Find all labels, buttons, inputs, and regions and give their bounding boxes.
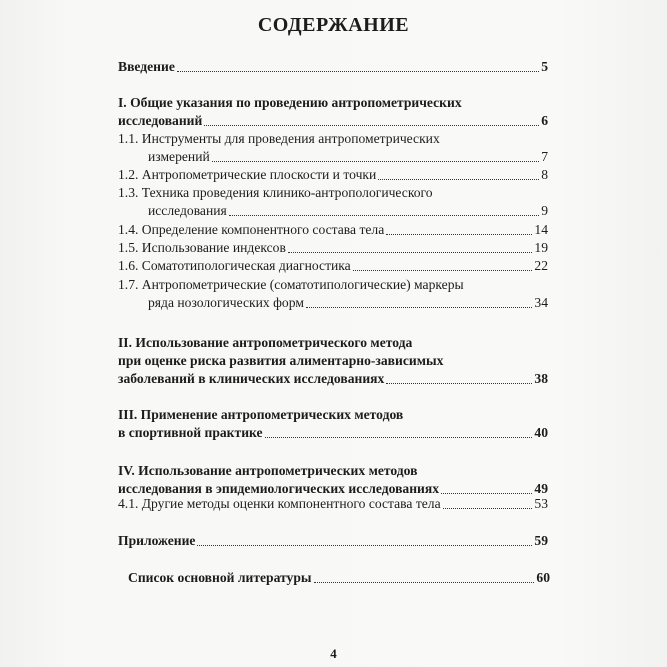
toc-entry-title-line: 1.7. Антропометрические (соматотипологические) маркеры bbox=[118, 277, 464, 292]
leader-dots bbox=[229, 215, 539, 216]
toc-entry-1-5 bbox=[118, 239, 548, 257]
toc-entry-title-line: IV. Использование антропометрических методов bbox=[118, 463, 418, 478]
leader-dots bbox=[212, 161, 539, 162]
page-number: 4 bbox=[330, 646, 337, 661]
leader-dots bbox=[288, 252, 533, 253]
toc-entry-appendix bbox=[118, 532, 548, 550]
toc-entry-page: 49 bbox=[534, 481, 548, 496]
toc-entry-title: Приложение bbox=[118, 533, 196, 548]
toc-entry-title-line: III. Применение антропометрических методов bbox=[118, 407, 404, 422]
toc-entry-1-1 bbox=[118, 130, 548, 166]
toc-entry-title: 1.2. Антропометрические плоскости и точки bbox=[118, 167, 377, 182]
toc-entry-title-line: исследования bbox=[148, 203, 227, 218]
toc-entry-page: 38 bbox=[534, 371, 548, 386]
toc-entry-title-line: I. Общие указания по проведению антропометрических bbox=[118, 95, 462, 110]
toc-entry-title-line: 1.3. Техника проведения клинико-антропологического bbox=[118, 185, 433, 200]
leader-dots bbox=[353, 270, 533, 271]
toc-entry-section-4 bbox=[118, 462, 548, 498]
toc-entry-1-4 bbox=[118, 221, 548, 239]
page-title: СОДЕРЖАНИЕ bbox=[257, 14, 410, 36]
toc-entry-page: 6 bbox=[541, 113, 548, 128]
toc-entry-title-line: при оценке риска развития алиментарно-зависимых bbox=[118, 353, 444, 368]
toc-entry-title-line: измерений bbox=[148, 149, 210, 164]
leader-dots bbox=[378, 179, 539, 180]
toc-entry-title-line: заболеваний в клинических исследованиях bbox=[118, 371, 385, 386]
toc-entry-page: 60 bbox=[536, 570, 550, 585]
toc-entry-title-line: в спортивной практике bbox=[118, 425, 263, 440]
toc-entry-1-2 bbox=[118, 166, 548, 184]
leader-dots bbox=[386, 234, 532, 235]
toc-entry-section-1 bbox=[118, 94, 548, 130]
toc-entry-last-line bbox=[118, 370, 548, 388]
toc-entry-4-1 bbox=[118, 495, 548, 513]
toc-entry-title-line: 1.1. Инструменты для проведения антропометрических bbox=[118, 131, 440, 146]
toc-entry-introduction bbox=[118, 58, 548, 76]
toc-entry-page: 34 bbox=[534, 295, 548, 310]
toc-entry-page: 14 bbox=[534, 222, 548, 237]
toc-entry-title: 1.5. Использование индексов bbox=[118, 240, 286, 255]
toc-entry-last-line bbox=[118, 112, 548, 130]
toc-entry-title-line: ряда нозологических форм bbox=[148, 295, 304, 310]
toc-entry-page: 9 bbox=[541, 203, 548, 218]
toc-entry-1-6 bbox=[118, 257, 548, 275]
leader-dots bbox=[177, 71, 539, 72]
leader-dots bbox=[197, 545, 532, 546]
toc-entry-last-line bbox=[118, 202, 548, 220]
leader-dots bbox=[441, 493, 532, 494]
toc-entry-page: 8 bbox=[541, 167, 548, 182]
toc-entry-page: 59 bbox=[534, 533, 548, 548]
leader-dots bbox=[314, 582, 535, 583]
toc-entry-last-line bbox=[118, 148, 548, 166]
toc-entry-page: 53 bbox=[534, 496, 548, 511]
toc-entry-title: Список основной литературы bbox=[128, 570, 312, 585]
toc-entry-last-line bbox=[118, 424, 548, 442]
toc-entry-title: 1.6. Соматотипологическая диагностика bbox=[118, 258, 351, 273]
toc-entry-title: 4.1. Другие методы оценки компонентного состава тела bbox=[118, 496, 441, 511]
leader-dots bbox=[306, 307, 532, 308]
toc-entry-page: 19 bbox=[534, 240, 548, 255]
leader-dots bbox=[443, 508, 533, 509]
toc-entry-1-3 bbox=[118, 184, 548, 220]
toc-entry-page: 7 bbox=[541, 149, 548, 164]
toc-entry-page: 5 bbox=[541, 59, 548, 74]
toc-entry-title-line: исследования в эпидемиологических исследованиях bbox=[118, 481, 440, 496]
toc-entry-page: 40 bbox=[534, 425, 548, 440]
leader-dots bbox=[265, 437, 533, 438]
toc-entry-page: 22 bbox=[534, 258, 548, 273]
toc-entry-title: Введение bbox=[118, 59, 175, 74]
toc-entry-title-line: II. Использование антропометрического метода bbox=[118, 335, 413, 350]
toc-entry-1-7 bbox=[118, 276, 548, 312]
toc-entry-section-2 bbox=[118, 334, 548, 388]
toc-entry-bibliography bbox=[128, 569, 550, 587]
toc-entry-title-line: исследований bbox=[118, 113, 203, 128]
leader-dots bbox=[204, 125, 539, 126]
toc-entry-last-line bbox=[118, 294, 548, 312]
toc-entry-section-3 bbox=[118, 406, 548, 442]
leader-dots bbox=[386, 383, 532, 384]
toc-entry-title: 1.4. Определение компонентного состава тела bbox=[118, 222, 385, 237]
